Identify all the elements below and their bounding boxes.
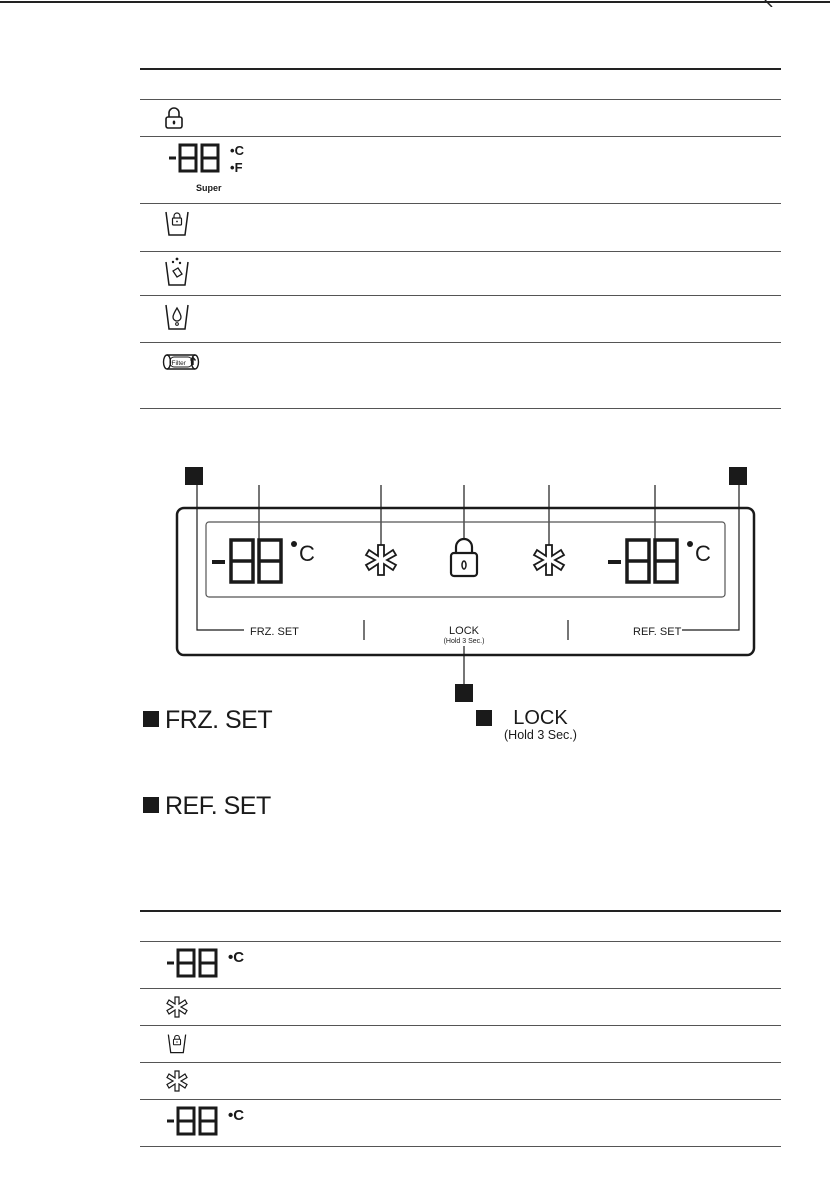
legend-lock-hint: (Hold 3 Sec.) bbox=[504, 728, 577, 742]
table-row bbox=[140, 1100, 781, 1147]
legend-frz-label: FRZ. SET bbox=[165, 706, 273, 734]
callout-marker bbox=[185, 467, 203, 485]
indicator-table bbox=[140, 68, 781, 409]
snowflake-icon bbox=[166, 996, 188, 1018]
legend-ref-set bbox=[143, 793, 271, 819]
table-row bbox=[140, 252, 781, 296]
lock-icon bbox=[164, 107, 184, 129]
table-row bbox=[140, 989, 781, 1026]
lock-icon bbox=[451, 539, 477, 576]
freezer-unit: C bbox=[299, 541, 315, 566]
snowflake-icon bbox=[366, 545, 396, 575]
callout-marker bbox=[455, 684, 473, 702]
seven-segment-digits bbox=[166, 1106, 222, 1136]
child-lock-dispenser-icon bbox=[166, 1033, 188, 1055]
legend-lock bbox=[476, 708, 577, 742]
snowflake-icon bbox=[534, 545, 564, 575]
fahrenheit-unit: F bbox=[234, 160, 243, 175]
snowflake-icon bbox=[166, 1070, 188, 1092]
table-row bbox=[140, 204, 781, 252]
top-rule bbox=[0, 0, 839, 7]
seven-segment-digits bbox=[168, 143, 224, 173]
table-row bbox=[140, 296, 781, 343]
table-header-row bbox=[140, 69, 781, 100]
callout-marker bbox=[143, 797, 159, 813]
celsius-unit: C bbox=[233, 949, 245, 966]
filter-icon bbox=[162, 351, 202, 373]
table-row bbox=[140, 942, 781, 989]
control-panel-diagram bbox=[0, 440, 839, 710]
filter-icon-label: Filter bbox=[171, 360, 186, 367]
legend-lock-label: LOCK bbox=[513, 707, 568, 729]
super-label: Super bbox=[196, 183, 222, 193]
table-header-row bbox=[140, 911, 781, 942]
lock-hold-hint: (Hold 3 Sec.) bbox=[443, 638, 485, 645]
child-lock-dispenser-icon bbox=[164, 210, 190, 238]
fridge-unit: C bbox=[695, 541, 711, 566]
temperature-display-icon: •C •F Super bbox=[168, 143, 258, 199]
celsius-unit: C bbox=[234, 143, 244, 158]
legend-frz-set bbox=[143, 707, 272, 733]
ref-set-button[interactable]: REF. SET bbox=[633, 626, 682, 638]
seven-segment-digits bbox=[166, 948, 222, 978]
table-row bbox=[140, 1026, 781, 1063]
temperature-display-icon: •C bbox=[166, 948, 246, 982]
panel-indicator-table bbox=[140, 910, 781, 1147]
temperature-display-icon: •C bbox=[166, 1106, 246, 1140]
callout-marker bbox=[729, 467, 747, 485]
legend-ref-label: REF. SET bbox=[165, 792, 271, 820]
fridge-temp-display bbox=[608, 540, 711, 582]
ice-dispenser-icon bbox=[164, 257, 190, 287]
celsius-unit: C bbox=[233, 1107, 245, 1124]
freezer-temp-display bbox=[212, 540, 315, 582]
water-dispenser-icon bbox=[164, 302, 190, 332]
callout-marker bbox=[143, 711, 159, 727]
frz-set-button[interactable]: FRZ. SET bbox=[250, 626, 299, 638]
table-row bbox=[140, 137, 781, 204]
table-row bbox=[140, 100, 781, 137]
lock-button[interactable]: LOCK bbox=[449, 625, 479, 637]
table-row bbox=[140, 1063, 781, 1100]
callout-marker bbox=[476, 710, 492, 726]
table-row bbox=[140, 343, 781, 409]
